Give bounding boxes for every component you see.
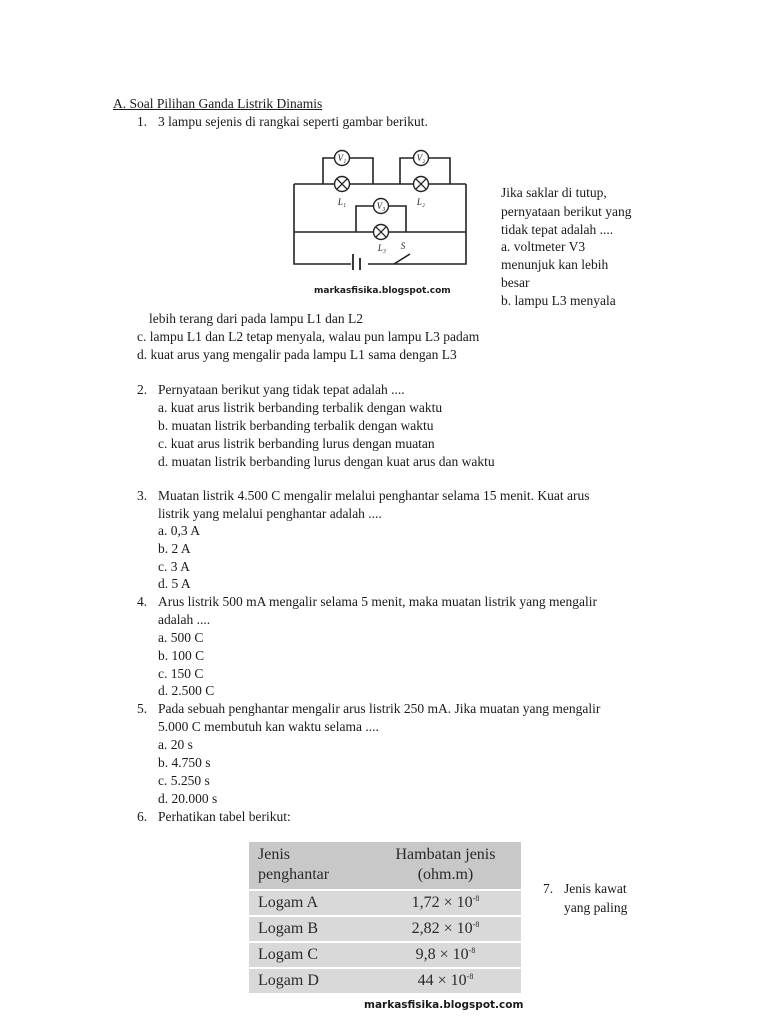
- table-row: [249, 890, 521, 916]
- l3-label: L₃: [377, 243, 387, 253]
- q4-option: b. 100 C: [158, 648, 205, 663]
- material-cell: Logam C: [249, 942, 370, 968]
- q3-option: a. 0,3 A: [158, 523, 200, 538]
- q1-side-line: tidak tepat adalah ....: [501, 222, 614, 237]
- q3-option: c. 3 A: [158, 559, 190, 574]
- q1-text: 3 lampu sejenis di rangkai seperti gambar berikut.: [158, 114, 428, 129]
- q7-line: Jenis kawat: [564, 881, 627, 896]
- v2-label: V₂: [416, 153, 426, 163]
- table-row: [249, 942, 521, 968]
- resistivity-table: [249, 842, 521, 993]
- q7-line: yang paling: [564, 900, 628, 915]
- table-row: [249, 968, 521, 993]
- q4-number: 4.: [137, 594, 148, 609]
- table-header-row: [249, 842, 521, 890]
- q5-number: 5.: [137, 701, 148, 716]
- l2-label: L₂: [416, 197, 426, 207]
- q4-option: c. 150 C: [158, 666, 204, 681]
- resistivity-cell: $1,72 \times 10^{-8}$: [370, 890, 521, 916]
- q4-line: Arus listrik 500 mA mengalir selama 5 menit, maka muatan listrik yang mengalir: [158, 594, 598, 609]
- q1-side-line: a. voltmeter V3: [501, 239, 586, 254]
- l1-label: L₁: [337, 197, 347, 207]
- q1-side-line: b. lampu L3 menyala: [501, 293, 616, 308]
- q1-side-line: pernyataan berikut yang: [501, 204, 632, 219]
- q1-side-line: menunjuk kan lebih: [501, 257, 609, 272]
- q1-side-line: Jika saklar di tutup,: [501, 185, 607, 200]
- q2-option: a. kuat arus listrik berbanding terbalik dengan waktu: [158, 400, 443, 415]
- circuit-diagram: [290, 148, 470, 270]
- q4-option: d. 2.500 C: [158, 683, 215, 698]
- q6-number: 6.: [137, 809, 148, 824]
- v3-label: V₃: [376, 201, 386, 211]
- q3-number: 3.: [137, 488, 148, 503]
- q2-number: 2.: [137, 382, 148, 397]
- section-title: A. Soal Pilihan Ganda Listrik Dinamis: [113, 96, 323, 111]
- q2-option: c. kuat arus listrik berbanding lurus dengan muatan: [158, 436, 435, 451]
- q6-text: Perhatikan tabel berikut:: [158, 809, 291, 824]
- q3-option: b. 2 A: [158, 541, 191, 556]
- q2-option: d. muatan listrik berbanding lurus dengan kuat arus dan waktu: [158, 454, 495, 469]
- header-material: [249, 842, 370, 890]
- table-row: [249, 916, 521, 942]
- q5-option: c. 5.250 s: [158, 773, 210, 788]
- q5-line: Pada sebuah penghantar mengalir arus listrik 250 mA. Jika muatan yang mengalir: [158, 701, 601, 716]
- resistivity-cell: $9,8 \times 10^{-8}$: [370, 942, 521, 968]
- q1-option-d: d. kuat arus yang mengalir pada lampu L1 sama dengan L3: [137, 347, 457, 362]
- q5-option: a. 20 s: [158, 737, 193, 752]
- q4-option: a. 500 C: [158, 630, 204, 645]
- header-material-line: Jenis: [258, 846, 290, 863]
- q5-option: b. 4.750 s: [158, 755, 211, 770]
- q3-option: d. 5 A: [158, 576, 191, 591]
- q3-line: Muatan listrik 4.500 C mengalir melalui penghantar selama 15 menit. Kuat arus: [158, 488, 590, 503]
- resistivity-cell: $2,82 \times 10^{-8}$: [370, 916, 521, 942]
- q2-text: Pernyataan berikut yang tidak tepat adalah ....: [158, 382, 405, 397]
- header-material-line: penghantar: [258, 866, 330, 883]
- header-resistivity-line: (ohm.m): [417, 866, 474, 883]
- circuit-credit: markasfisika.blogspot.com: [314, 286, 451, 296]
- q1-number: 1.: [137, 114, 148, 129]
- wire-left: [294, 184, 351, 264]
- q1-side-line: besar: [501, 275, 530, 290]
- q1-option-c: c. lampu L1 dan L2 tetap menyala, walau pun lampu L3 padam: [137, 329, 480, 344]
- switch-lever: [394, 254, 410, 264]
- q1-cont-line: lebih terang dari pada lampu L1 dan L2: [149, 311, 364, 326]
- header-resistivity: [370, 842, 521, 890]
- material-cell: Logam A: [249, 890, 370, 916]
- material-cell: Logam D: [249, 968, 370, 993]
- material-cell: Logam B: [249, 916, 370, 942]
- q5-option: d. 20.000 s: [158, 791, 218, 806]
- v1-label: V₁: [337, 153, 347, 163]
- q5-line: 5.000 C membutuh kan waktu selama ....: [158, 719, 379, 734]
- switch-label: S: [400, 241, 406, 251]
- q4-line: adalah ....: [158, 612, 211, 627]
- header-resistivity-line: Hambatan jenis: [395, 846, 496, 863]
- table-credit: markasfisika.blogspot.com: [364, 999, 524, 1011]
- q2-option: b. muatan listrik berbanding terbalik dengan waktu: [158, 418, 434, 433]
- q7-number: 7.: [543, 881, 554, 896]
- resistivity-cell: $44 \times 10^{-8}$: [370, 968, 521, 993]
- q3-line: listrik yang melalui penghantar adalah ....: [158, 506, 382, 521]
